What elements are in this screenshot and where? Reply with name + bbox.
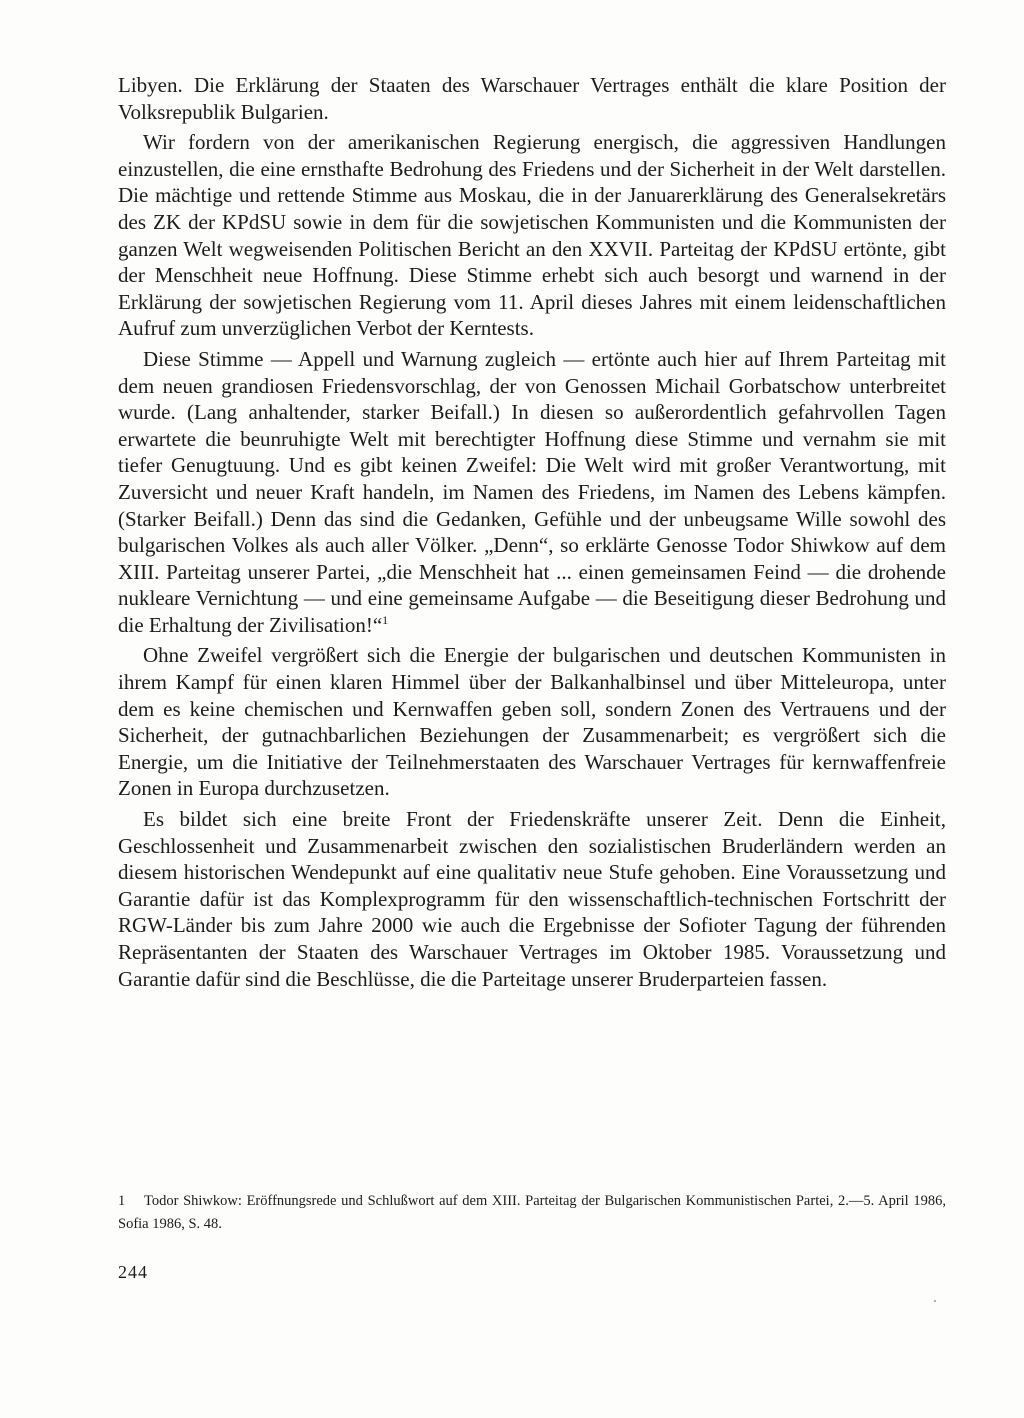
paragraph-2 [118,129,946,342]
paragraph-1 [118,72,946,125]
page-number: 244 [118,1262,148,1282]
paragraph-4-text: Ohne Zweifel vergrößert sich die Energie der bulgarischen und deutschen Kommunisten in ihrem Kampf für einen klaren Himmel über der Balkanhalbinsel und über Mitteleuropa, unter dem es keine chemischen und Kernwaffen geben soll, sondern Zonen des Vertrauens und der Sicherheit, der gutnachbarlichen Beziehungen der Zusammenarbeit; es vergrößert sich die Energie, um die Initiative der Teilnehmerstaaten des Warschauer Vertrages für kernwaffenfreie Zonen in Europa durchzusetzen. [118,643,946,801]
paragraph-5-text: Es bildet sich eine breite Front der Friedenskräfte unserer Zeit. Denn die Einheit, Geschlossenheit und Zusammenarbeit zwischen den sozialistischen Bruderländern werden an diesem historischen Wendepunkt auf eine qualitativ neue Stufe gehoben. Eine Voraussetzung und Garantie dafür ist das Komplexprogramm für den wissenschaftlich-technischen Fortschritt der RGW-Länder bis zum Jahre 2000 wie auch die Ergebnisse der Sofioter Tagung der führenden Repräsentanten der Staaten des Warschauer Vertrages im Oktober 1985. Voraussetzung und Garantie dafür sind die Beschlüsse, die die Parteitage unserer Bruderparteien fassen. [118,807,946,991]
footnote-reference[interactable]: 1 [382,612,389,627]
paragraph-3 [118,346,946,639]
footnote [118,1190,946,1236]
footnote-text: Todor Shiwkow: Eröffnungsrede und Schlußwort auf dem XIII. Parteitag der Bulgarischen Kommunistischen Partei, 2.—5. April 1986, Sofia 1986, S. 48. [118,1193,946,1232]
scan-speck [934,1300,936,1302]
paragraph-5 [118,806,946,992]
paragraph-4 [118,642,946,802]
footnote-number: 1 [118,1193,126,1209]
paragraph-3-text: Diese Stimme — Appell und Warnung zugleich — ertönte auch hier auf Ihrem Parteitag mit dem neuen grandiosen Friedensvorschlag, der von Genossen Michail Gorbatschow unterbreitet wurde. (Lang anhaltender, starker Beifall.) In diesen so außerordentlich gefahrvollen Tagen erwartete die beunruhigte Welt mit berechtigter Hoffnung diese Stimme und vernahm sie mit tiefer Genugtuung. Und es gibt keinen Zweifel: Die Welt wird mit großer Verantwortung, mit Zuversicht und neuer Kraft handeln, im Namen des Friedens, im Namen des Lebens kämpfen. (Starker Beifall.) Denn das sind die Gedanken, Gefühle und der unbeugsame Wille sowohl des bulgarischen Volkes als auch aller Völker. „Denn“, so erklärte Genosse Todor Shiwkow auf dem XIII. Parteitag unserer Partei, „die Menschheit hat ... einen gemeinsamen Feind — die drohende nukleare Vernichtung — und eine gemeinsame Aufgabe — die Beseitigung dieser Bedrohung und die Erhaltung der Zivilisation!“ [118,346,946,637]
paragraph-2-text: Wir fordern von der amerikanischen Regierung energisch, die aggressiven Handlungen einzustellen, die eine ernsthafte Bedrohung des Friedens und der Sicherheit in der Welt darstellen. Die mächtige und rettende Stimme aus Moskau, die in der Januarerklärung des Generalsekretärs des ZK der KPdSU sowie in dem für die sowjetischen Kommunisten und die Kommunisten der ganzen Welt wegweisenden Politischen Bericht an den XXVII. Parteitag der KPdSU ertönte, gibt der Menschheit neue Hoffnung. Diese Stimme erhebt sich auch besorgt und warnend in der Erklärung der sowjetischen Regierung vom 11. April dieses Jahres mit einem leidenschaftlichen Aufruf zum unverzüglichen Verbot der Kerntests. [118,130,946,341]
paragraph-1-text: Libyen. Die Erklärung der Staaten des Warschauer Vertrages enthält die klare Position der Volksrepublik Bulgarien. [118,73,946,124]
body-text [118,72,946,992]
